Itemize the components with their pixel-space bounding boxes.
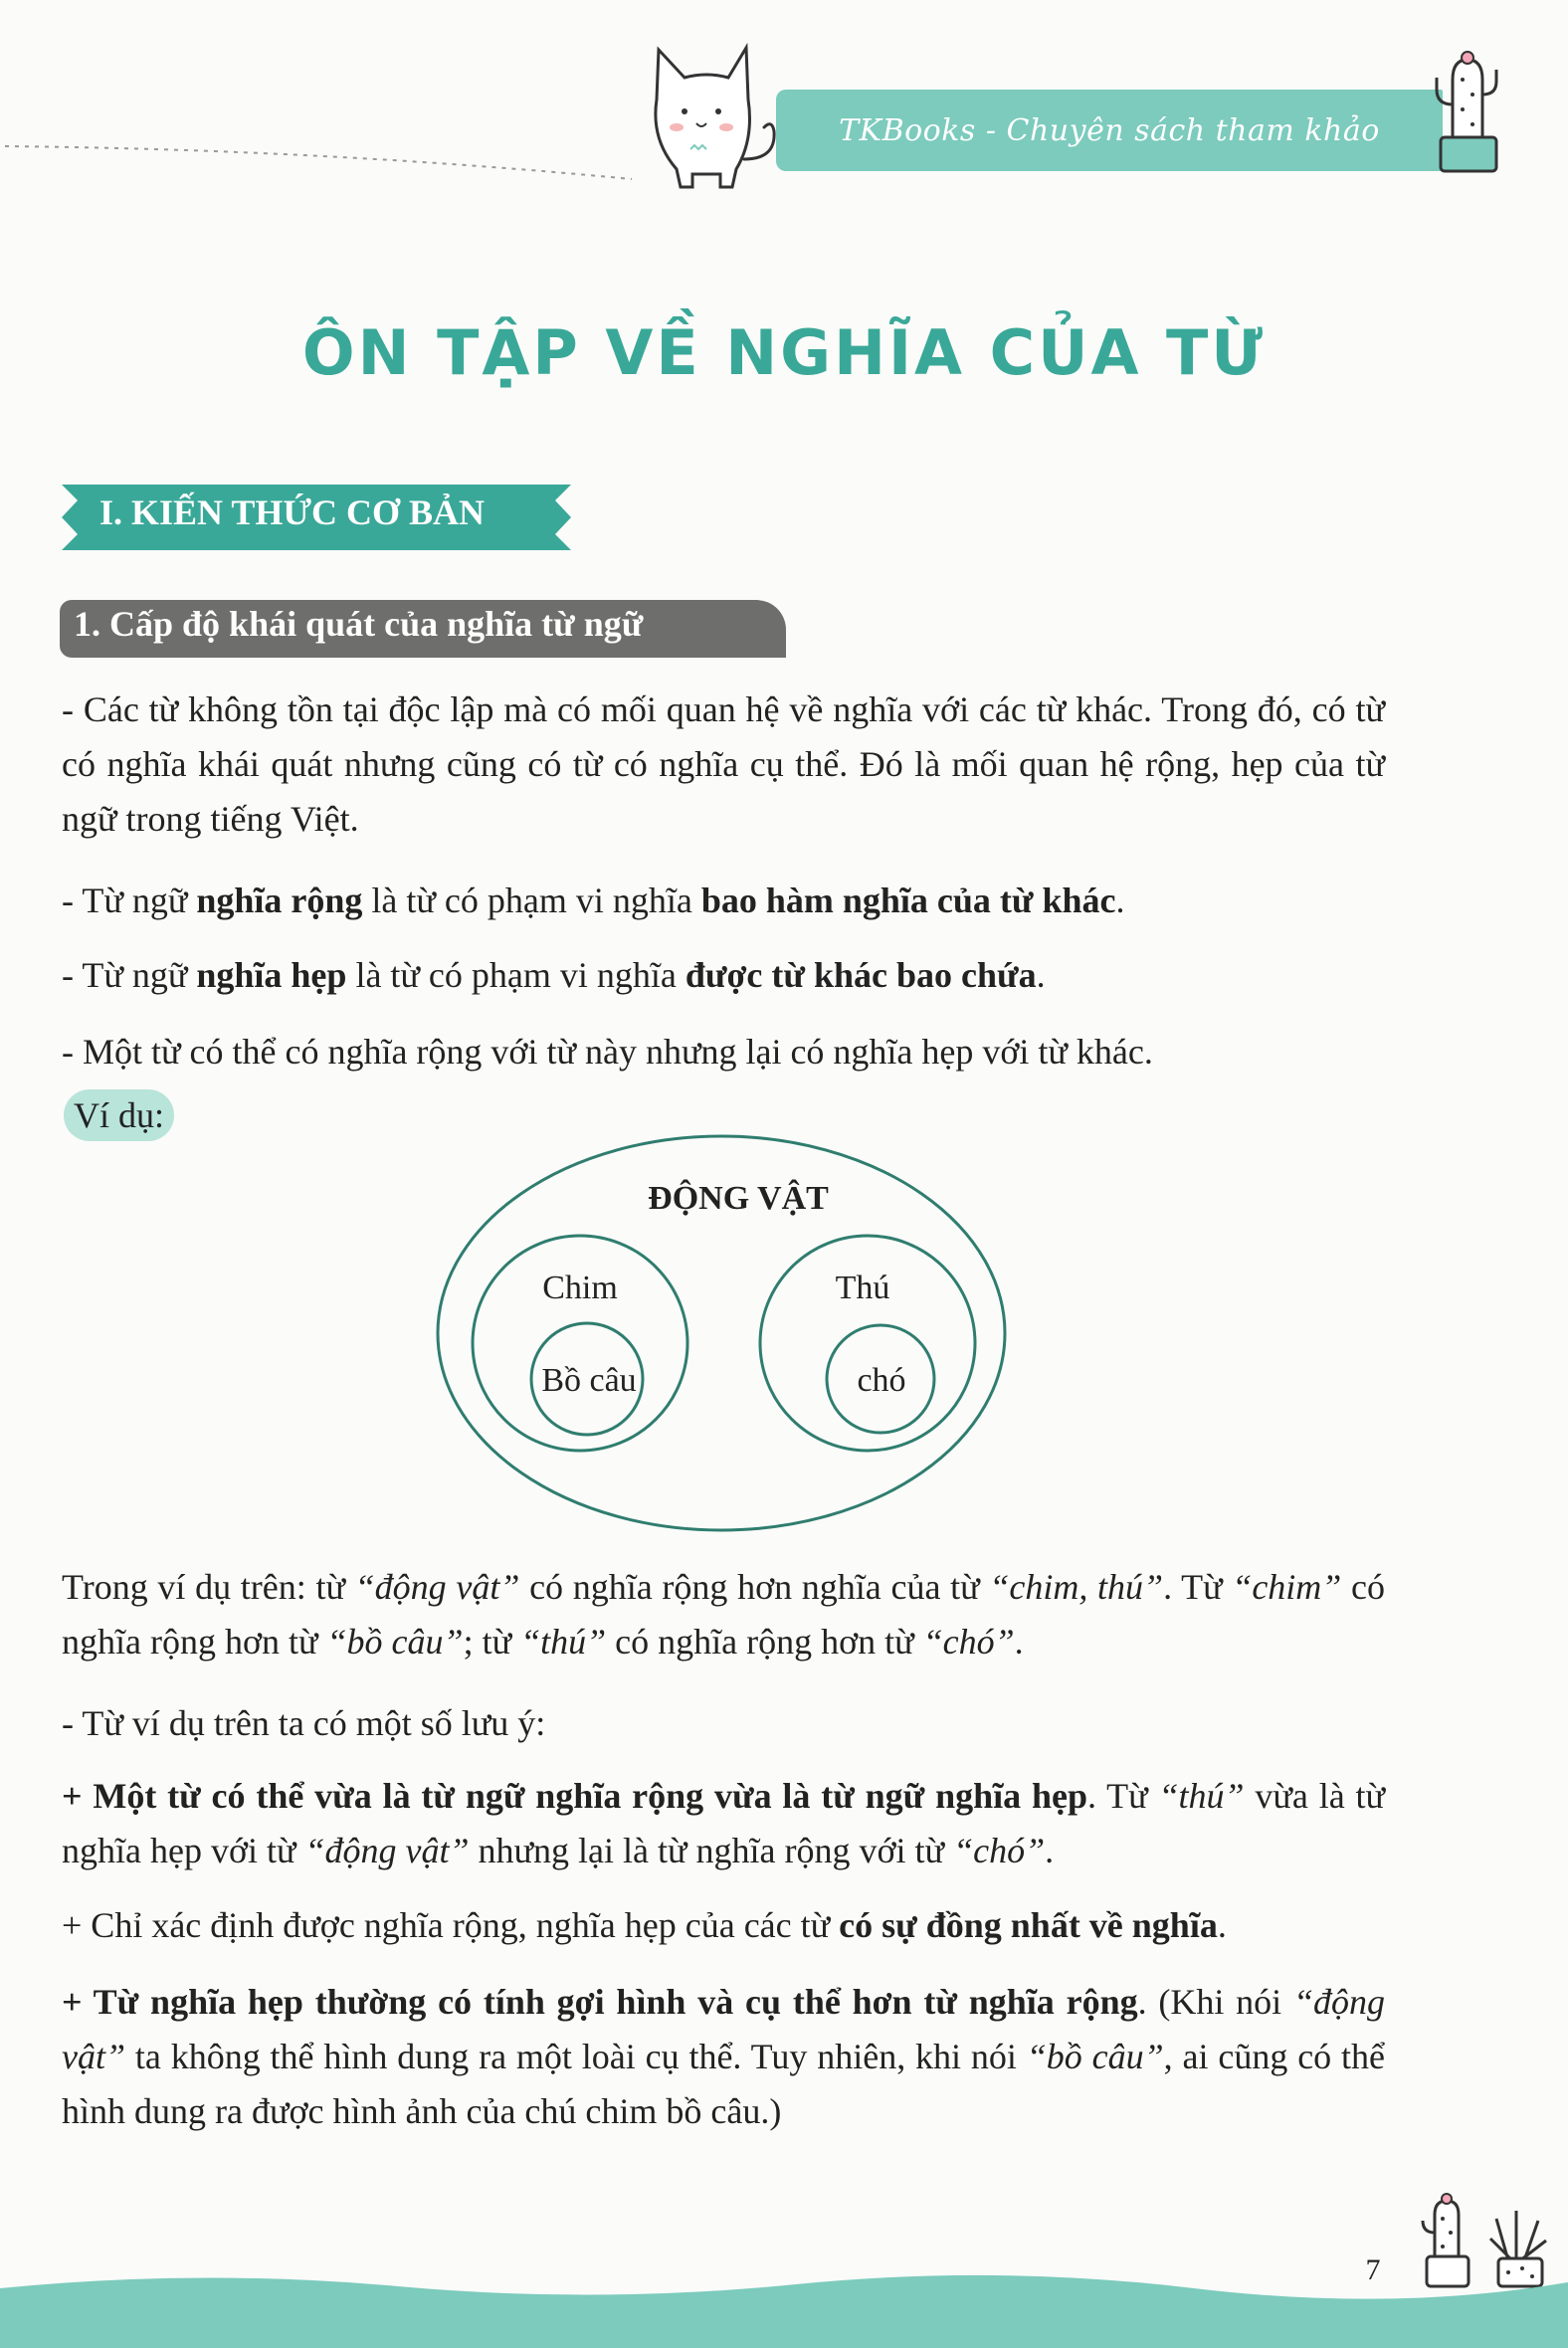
left-group-label: Chim — [542, 1270, 618, 1306]
right-group-label: Thú — [835, 1270, 890, 1306]
header-text: TKBooks - Chuyên sách tham khảo — [839, 112, 1380, 148]
paragraph-both: - Một từ có thể có nghĩa rộng với từ này nhưng lại có nghĩa hẹp với từ khác. — [62, 1032, 1153, 1072]
outer-label: ĐỘNG VẬT — [648, 1180, 829, 1217]
cactus-icon — [1423, 40, 1512, 179]
subsection-label: 1. Cấp độ khái quát của nghĩa từ ngữ — [74, 604, 644, 644]
page-title: ÔN TẬP VỀ NGHĨA CỦA TỪ — [301, 316, 1267, 389]
header-ribbon — [776, 90, 1443, 171]
paragraph-example-explanation: Trong ví dụ trên: từ “động vật” có nghĩa rộng hơn nghĩa của từ “chim, thú”. Từ “chim” có nghĩa rộng hơn từ “bồ câu”; từ “thú” có nghĩa rộng hơn từ “chó”. — [62, 1567, 1385, 1662]
meaning-diagram — [428, 1124, 1025, 1542]
bottom-wave — [0, 2268, 1568, 2348]
left-group-circle — [473, 1236, 687, 1451]
right-item-label: chó — [857, 1362, 906, 1399]
cat-icon — [637, 40, 786, 194]
paragraph-narrow-meaning: - Từ ngữ nghĩa hẹp là từ có phạm vi nghĩa được từ khác bao chứa. — [62, 955, 1046, 995]
header-dotted-line — [0, 129, 637, 189]
note-2: + Chỉ xác định được nghĩa rộng, nghĩa hẹp của các từ có sự đồng nhất về nghĩa. — [62, 1905, 1227, 1945]
right-group-circle — [760, 1236, 975, 1451]
paragraph-notes-intro: - Từ ví dụ trên ta có một số lưu ý: — [62, 1703, 546, 1743]
left-item-label: Bồ câu — [541, 1362, 637, 1399]
section-label: I. KIẾN THỨC CƠ BẢN — [99, 492, 486, 532]
paragraph-broad-meaning: - Từ ngữ nghĩa rộng là từ có phạm vi nghĩa bao hàm nghĩa của từ khác. — [62, 880, 1125, 920]
example-label: Ví dụ: — [64, 1089, 174, 1141]
note-3: + Từ nghĩa hẹp thường có tính gợi hình và cụ thể hơn từ nghĩa rộng. (Khi nói “động vật” ta không thể hình dung ra một loài cụ thể. Tuy nhiên, khi nói “bồ câu”, ai cũng có thể hình dung ra được hình ảnh của chú chim bồ câu.) — [62, 1982, 1386, 2131]
note-1: + Một từ có thể vừa là từ ngữ nghĩa rộng vừa là từ ngữ nghĩa hẹp. Từ “thú” vừa là từ nghĩa hẹp với từ “động vật” nhưng lại là từ nghĩa rộng với từ “chó”. — [62, 1776, 1386, 1870]
paragraph-intro: - Các từ không tồn tại độc lập mà có mối quan hệ về nghĩa với các từ khác. Trong đó, có từ có nghĩa khái quát nhưng cũng có từ có nghĩa cụ thể. Đó là mối quan hệ rộng, hẹp của từ ngữ trong tiếng Việt. — [62, 689, 1385, 839]
page-number: 7 — [1365, 2253, 1381, 2286]
